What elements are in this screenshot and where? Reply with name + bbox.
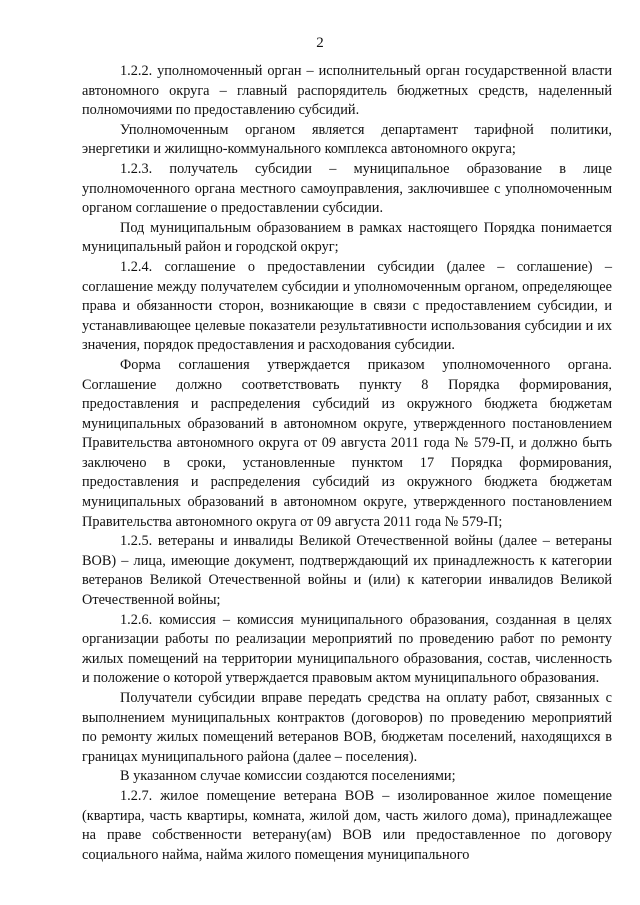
paragraph-1-2-3: 1.2.3. получатель субсидии – муниципальное образование в лице уполномоченного органа местного самоуправления, заключившее с уполномоченным органом соглашение о предоставлении субсидии. [82,160,612,217]
paragraph-authorized-body: Уполномоченным органом является департамент тарифной политики, энергетики и жилищно-коммунального комплекса автономного округа; [82,121,612,158]
paragraph-1-2-6: 1.2.6. комиссия – комиссия муниципального образования, созданная в целях организации работы по реализации мероприятий по проведению работ по ремонту жилых помещений на территории муниципального образования, состав, численность и положение о которой утверждается правовым актом муниципального образования. [82,611,612,687]
paragraph-1-2-7: 1.2.7. жилое помещение ветерана ВОВ – изолированное жилое помещение (квартира, часть квартиры, комната, жилой дом, часть жилого дома), принадлежащее на праве собственности ветерану(ам) ВОВ или предоставленное по договору социального найма, найма жилого помещения муниципального [82,787,612,863]
paragraph-municipal-formation: Под муниципальным образованием в рамках настоящего Порядка понимается муниципальный район и городской округ; [82,219,612,256]
document-body [82,62,612,865]
paragraph-subsidy-recipients: Получатели субсидии вправе передать средства на оплату работ, связанных с выполнением муниципальных контрактов (договоров) по проведению мероприятий по ремонту жилых помещений ветеранов ВОВ, бюджетам поселений, находящихся в границах муниципального района (далее – поселения). [82,690,612,765]
page-number: 2 [316,35,324,51]
paragraph-commissions: В указанном случае комиссии создаются поселениями; [120,768,456,785]
paragraph-1-2-2: 1.2.2. уполномоченный орган – исполнительный орган государственной власти автономного округа – главный распорядитель бюджетных средств, наделенный полномочиями по предоставлению субсидий. [82,63,612,119]
paragraph-1-2-4: 1.2.4. соглашение о предоставлении субсидии (далее – соглашение) – соглашение между получателем субсидии и уполномоченным органом, определяющее права и обязанности сторон, возникающие в связи с предоставлением субсидии, и устанавливающее целевые показатели результативности использования субсидии и их значения, порядок предоставления и расходования субсидии. [82,258,612,354]
paragraph-agreement-form: Форма соглашения утверждается приказом уполномоченного органа. Соглашение должно соответствовать пункту 8 Порядка формирования, предоставления и распределения субсидий из окружного бюджета бюджетам муниципальных образований в автономном округе, утвержденного постановлением Правительства автономного округа от 09 августа 2011 года № 579-П, и должно быть заключено в сроки, установленные пунктом 17 Порядка формирования, предоставления и распределения субсидий из окружного бюджета бюджетам муниципальных образований в автономном округе, утвержденного постановлением Правительства автономного округа от 09 августа 2011 года № 579-П; [82,356,612,530]
paragraph-1-2-5: 1.2.5. ветераны и инвалиды Великой Отечественной войны (далее – ветераны ВОВ) – лица, имеющие документ, подтверждающий их принадлежность к категории ветеранов Великой Отечественной войны и (или) к категории инвалидов Великой Отечественной войны; [82,533,612,609]
